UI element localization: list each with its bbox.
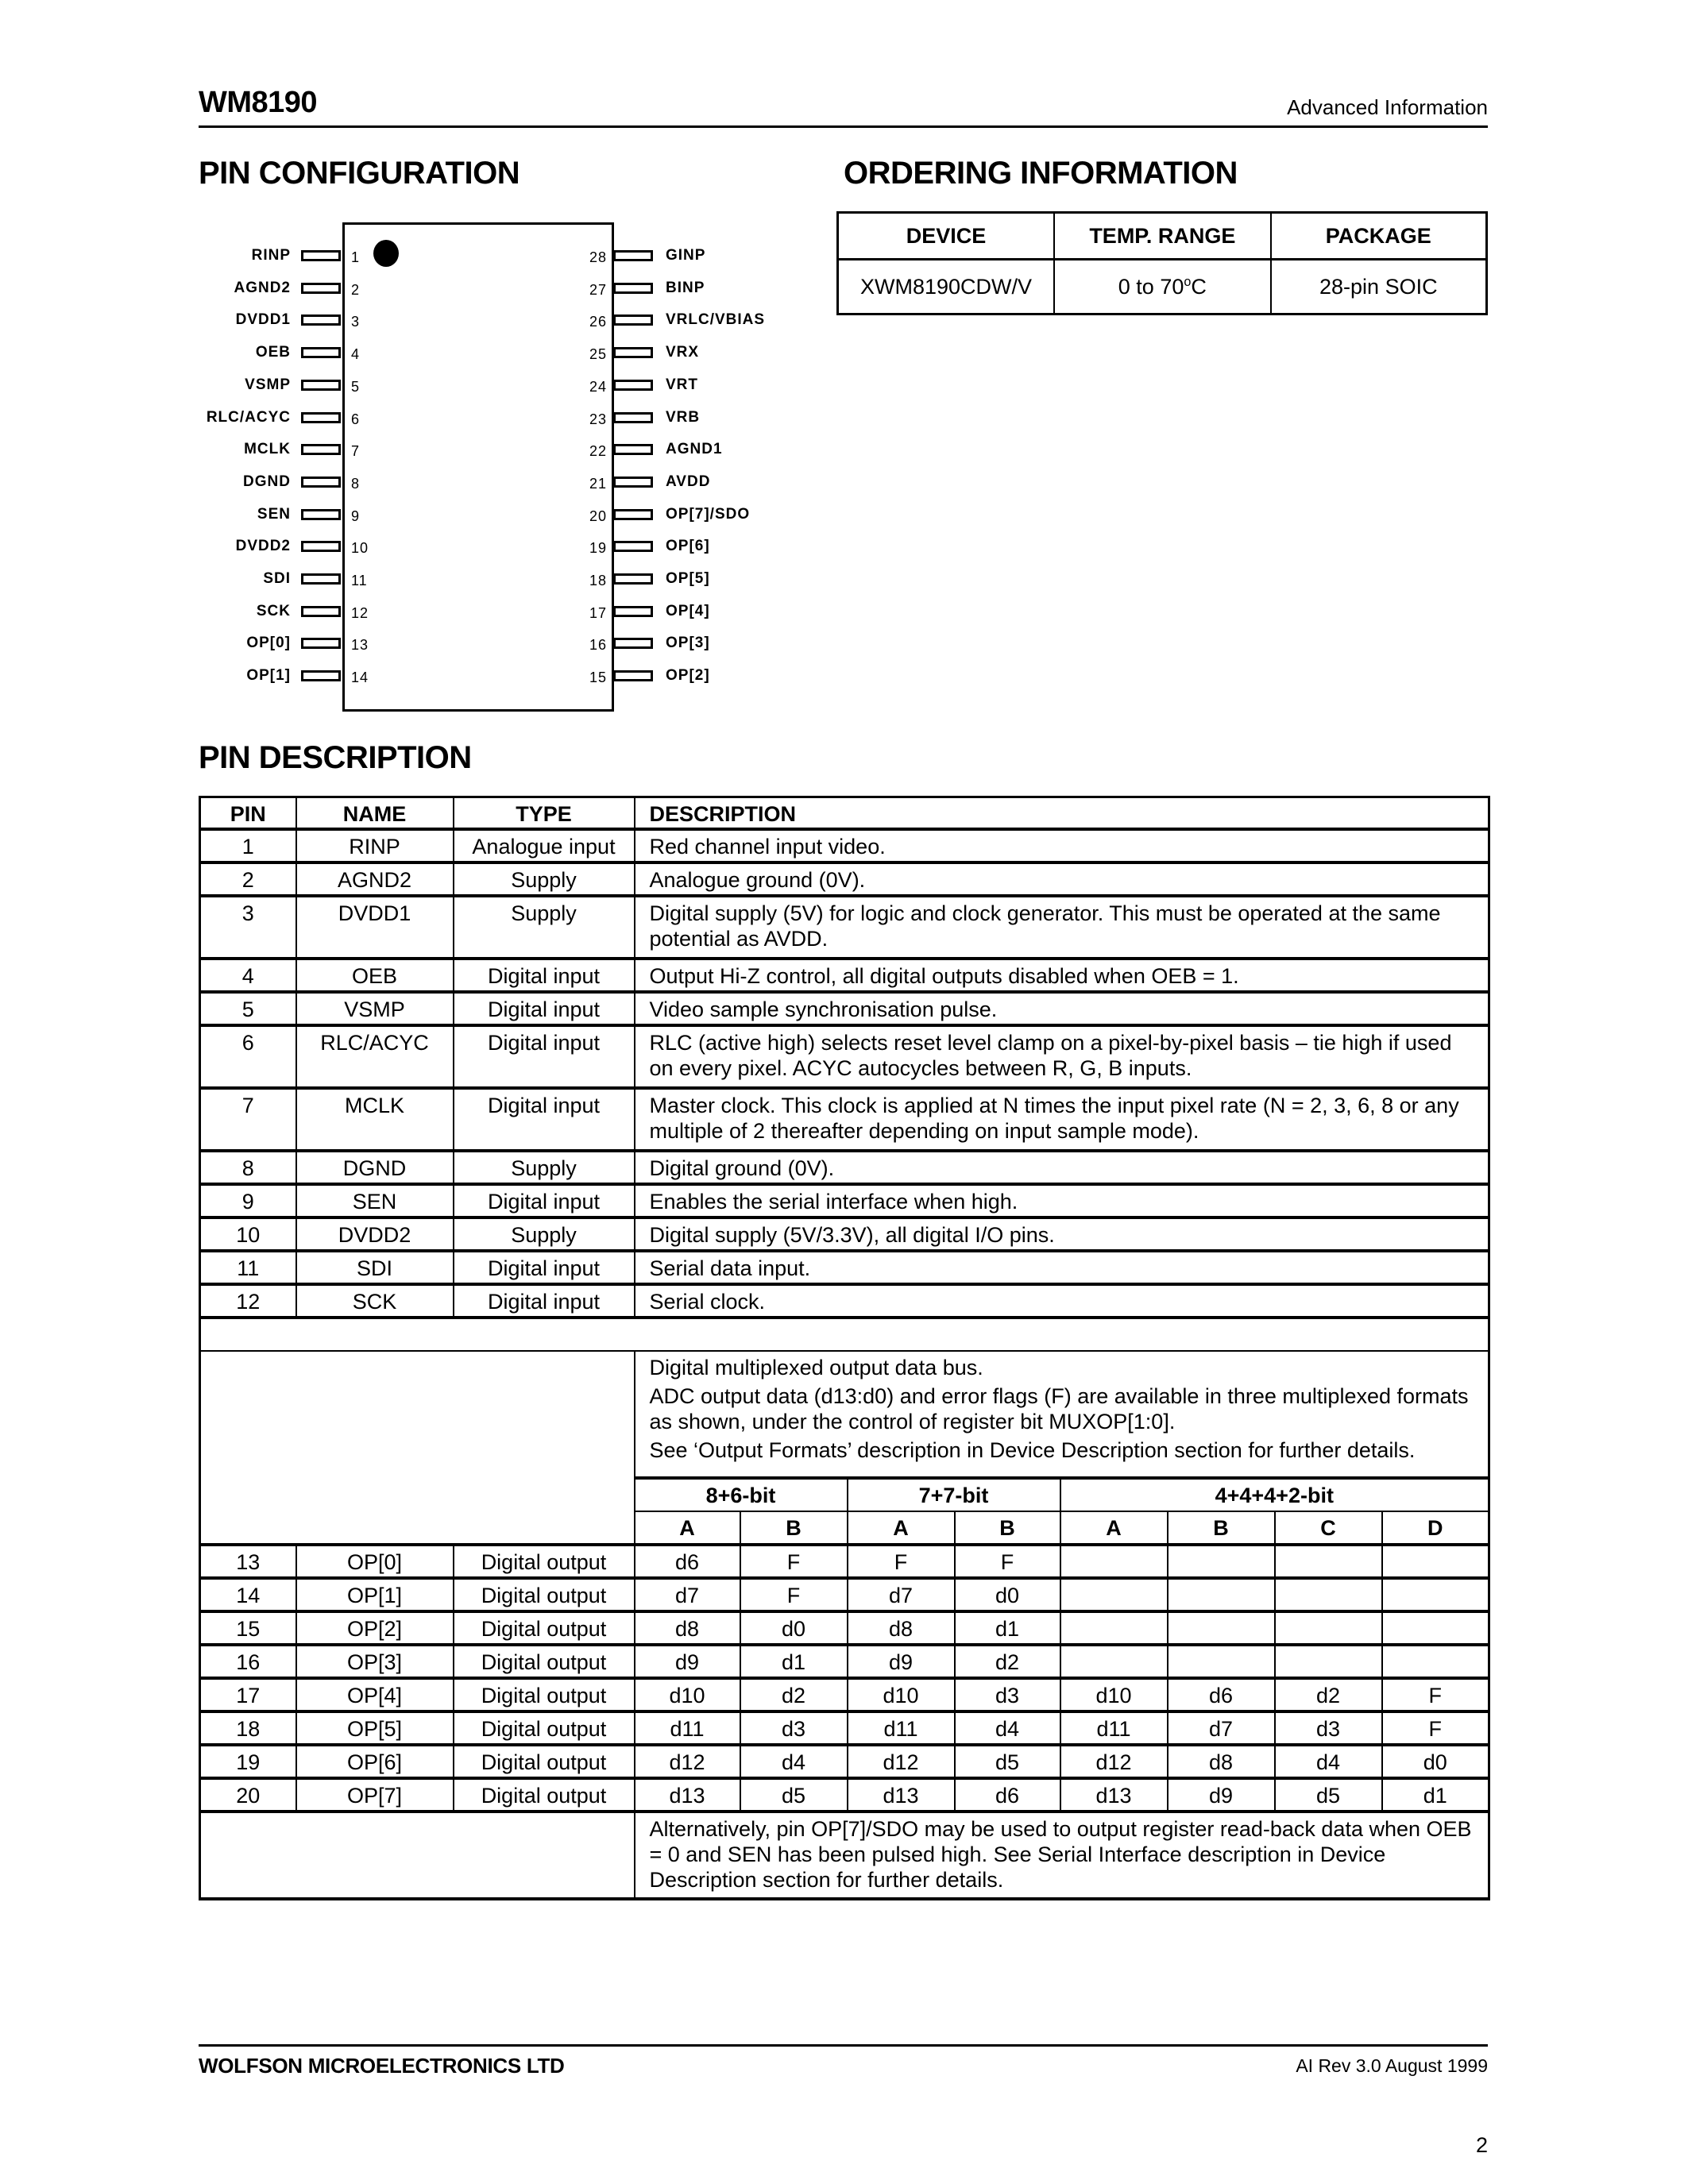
pin-label-left: DVDD1 — [235, 311, 291, 329]
pin-number: 3 — [200, 896, 296, 959]
pin-number: 16 — [200, 1645, 296, 1678]
pin-lead-left — [301, 412, 341, 423]
pin-lead-left — [301, 573, 341, 585]
pin-lead-right — [613, 573, 653, 585]
pin-lead-right — [613, 412, 653, 423]
pin-number: 20 — [200, 1778, 296, 1812]
pin-lead-right — [613, 670, 653, 681]
mux-bit-cell: d2 — [740, 1678, 848, 1711]
pin-description: Analogue ground (0V). — [635, 862, 1489, 896]
pin-number-left: 3 — [351, 314, 361, 330]
pin-type: Digital input — [454, 992, 635, 1025]
ordering-header-temp-range: TEMP. RANGE — [1054, 213, 1271, 260]
mux-description-row — [200, 1351, 1489, 1478]
pin-name: OP[3] — [296, 1645, 454, 1678]
mux-bit-cell: F — [740, 1545, 848, 1578]
mux-description-line: ADC output data (d13:d0) and error flags (F) are available in three multiplexed formats as shown, under the control of register bit MUXOP[1:0]. — [649, 1383, 1469, 1433]
header-rule — [199, 125, 1488, 128]
pin-table-row — [200, 1088, 1489, 1151]
pin-label-right: VRX — [666, 344, 700, 361]
mux-bit-cell: d5 — [955, 1745, 1060, 1778]
pin-label-right: AVDD — [666, 473, 711, 490]
pin-type: Digital input — [454, 1284, 635, 1318]
pin-number: 8 — [200, 1151, 296, 1184]
pin-number: 18 — [200, 1711, 296, 1745]
pin-name: OP[2] — [296, 1611, 454, 1645]
pin-type: Supply — [454, 862, 635, 896]
mux-bit-cell: d0 — [740, 1611, 848, 1645]
mux-bit-cell: d10 — [635, 1678, 740, 1711]
pin-number-right: 17 — [589, 604, 607, 621]
header-pin: PIN — [200, 797, 296, 829]
pin-lead-left — [301, 283, 341, 294]
mux-bit-cell: d0 — [955, 1578, 1060, 1611]
pin-lead-left — [301, 541, 341, 552]
pin-label-right: OP[2] — [666, 667, 710, 685]
pin-number-left: 4 — [351, 346, 361, 363]
mux-subheader: D — [1382, 1511, 1489, 1545]
pin-number: 17 — [200, 1678, 296, 1711]
mux-bit-cell: F — [740, 1578, 848, 1611]
pin-lead-right — [613, 638, 653, 649]
pin-number-left: 9 — [351, 507, 361, 524]
revision-info: AI Rev 3.0 August 1999 — [1296, 2055, 1488, 2076]
pin-type: Supply — [454, 896, 635, 959]
mux-bit-cell: d10 — [1060, 1678, 1168, 1711]
pin-label-left: MCLK — [244, 441, 291, 458]
mux-bit-cell — [1168, 1645, 1275, 1678]
mux-bit-cell: d1 — [740, 1645, 848, 1678]
part-number: WM8190 — [199, 86, 318, 119]
pin-label-right: OP[3] — [666, 635, 710, 652]
header-name: NAME — [296, 797, 454, 829]
pin-description: RLC (active high) selects reset level clamp on a pixel-by-pixel basis – tie high if used on every pixel. ACYC autocycles between R, G, B inputs. — [635, 1025, 1489, 1088]
mux-subheader: B — [740, 1511, 848, 1545]
pin-label-right: VRLC/VBIAS — [666, 311, 766, 329]
mux-subheader: B — [1168, 1511, 1275, 1545]
pin-number-right: 27 — [589, 281, 607, 298]
header-description: DESCRIPTION — [635, 797, 1489, 829]
pin-label-left: SCK — [256, 602, 291, 619]
pin-label-left: DGND — [243, 473, 291, 490]
pin-lead-right — [613, 314, 653, 326]
pin-label-right: VRT — [666, 376, 698, 393]
mux-bit-cell: d6 — [635, 1545, 740, 1578]
pin-type: Digital output — [454, 1778, 635, 1812]
pin-name: OP[4] — [296, 1678, 454, 1711]
mux-blank-cell — [200, 1351, 635, 1545]
pin-number: 7 — [200, 1088, 296, 1151]
mux-subheader: A — [1060, 1511, 1168, 1545]
mux-bit-cell: d9 — [848, 1645, 955, 1678]
mux-bit-cell: F — [848, 1545, 955, 1578]
pin-number-right: 15 — [589, 669, 607, 686]
pin-name: OP[6] — [296, 1745, 454, 1778]
mux-bit-cell: d10 — [848, 1678, 955, 1711]
pin-number-right: 19 — [589, 540, 607, 557]
pin-name: MCLK — [296, 1088, 454, 1151]
pin-name: AGND2 — [296, 862, 454, 896]
pin-type: Supply — [454, 1217, 635, 1251]
pin-table-row — [200, 896, 1489, 959]
pin-table-spacer-row — [200, 1318, 1489, 1351]
pin-number-left: 14 — [351, 669, 369, 686]
pin-lead-left — [301, 444, 341, 455]
pin-table-row — [200, 1578, 1489, 1611]
pin-number-right: 21 — [589, 475, 607, 492]
pin-lead-right — [613, 606, 653, 617]
mux-description-line: Digital multiplexed output data bus. — [649, 1355, 983, 1379]
mux-bit-cell: d4 — [1275, 1745, 1382, 1778]
mux-bit-cell: d13 — [1060, 1778, 1168, 1812]
pin-table-row — [200, 1284, 1489, 1318]
pin-number: 5 — [200, 992, 296, 1025]
pin-type: Digital input — [454, 959, 635, 992]
pin-number: 14 — [200, 1578, 296, 1611]
mux-bit-cell: F — [955, 1545, 1060, 1578]
mux-bit-cell: d11 — [848, 1711, 955, 1745]
mux-bit-cell: d12 — [848, 1745, 955, 1778]
mux-bit-cell: F — [1382, 1711, 1489, 1745]
mux-bit-cell — [1060, 1578, 1168, 1611]
mux-bit-cell: d4 — [955, 1711, 1060, 1745]
pin-name: OP[5] — [296, 1711, 454, 1745]
ordering-temp-range — [1054, 260, 1271, 314]
mux-format-group: 7+7-bit — [848, 1478, 1060, 1511]
pin-name: DGND — [296, 1151, 454, 1184]
pin-lead-left — [301, 250, 341, 261]
pin-number: 11 — [200, 1251, 296, 1284]
mux-bit-cell — [1275, 1611, 1382, 1645]
pin-lead-right — [613, 541, 653, 552]
pin-number-left: 1 — [351, 249, 361, 265]
mux-bit-cell — [1060, 1545, 1168, 1578]
mux-bit-cell: d13 — [635, 1778, 740, 1812]
temp-unit: C — [1191, 274, 1207, 299]
pin-table-row — [200, 1184, 1489, 1217]
pin-number-left: 7 — [351, 443, 361, 460]
ordering-header-row — [838, 213, 1487, 260]
mux-bit-cell — [1168, 1611, 1275, 1645]
pin-description: Digital ground (0V). — [635, 1151, 1489, 1184]
pin-number: 4 — [200, 959, 296, 992]
mux-bit-cell: d11 — [635, 1711, 740, 1745]
mux-bit-cell: d7 — [635, 1578, 740, 1611]
pin-number-left: 11 — [351, 573, 368, 588]
pin-label-left: OP[0] — [246, 635, 291, 652]
pin-label-right: OP[6] — [666, 538, 710, 555]
pin-configuration-title: PIN CONFIGURATION — [199, 156, 520, 191]
pin-table-row — [200, 862, 1489, 896]
pin-type: Digital output — [454, 1578, 635, 1611]
pin-name: DVDD1 — [296, 896, 454, 959]
pin-number-left: 8 — [351, 475, 361, 492]
pin-label-right: OP[4] — [666, 602, 710, 619]
document-status: Advanced Information — [1287, 95, 1488, 119]
mux-format-group: 4+4+4+2-bit — [1060, 1478, 1489, 1511]
pin-description-title: PIN DESCRIPTION — [199, 740, 472, 775]
pin-number-left: 5 — [351, 378, 361, 395]
company-name: WOLFSON MICROELECTRONICS LTD — [199, 2054, 565, 2078]
pin-table-row — [200, 1711, 1489, 1745]
mux-bit-cell: d8 — [848, 1611, 955, 1645]
mux-bit-cell: d0 — [1382, 1745, 1489, 1778]
pin-table-header-row — [200, 797, 1489, 829]
pin-table-row — [200, 1611, 1489, 1645]
ordering-header-package: PACKAGE — [1271, 213, 1487, 260]
pin-number: 19 — [200, 1745, 296, 1778]
pin-number: 2 — [200, 862, 296, 896]
pin-label-right: OP[5] — [666, 570, 710, 587]
pin-table-row — [200, 1745, 1489, 1778]
degree-symbol: o — [1184, 274, 1192, 289]
pin-type: Digital input — [454, 1025, 635, 1088]
page-number: 2 — [1475, 2133, 1488, 2157]
pin-label-right: BINP — [666, 279, 705, 296]
mux-subheader: A — [848, 1511, 955, 1545]
pin-type: Analogue input — [454, 829, 635, 862]
mux-bit-cell — [1275, 1645, 1382, 1678]
mux-bit-cell: d7 — [848, 1578, 955, 1611]
pin-lead-right — [613, 347, 653, 358]
mux-bit-cell: d8 — [635, 1611, 740, 1645]
pin-table-row — [200, 1025, 1489, 1088]
pin-table-row — [200, 1217, 1489, 1251]
pin-name: OEB — [296, 959, 454, 992]
mux-bit-cell: d13 — [848, 1778, 955, 1812]
pin-number: 10 — [200, 1217, 296, 1251]
pin-label-left: SDI — [263, 570, 291, 587]
pin-number-right: 26 — [589, 314, 607, 330]
pin-table-note-row — [200, 1812, 1489, 1899]
mux-bit-cell — [1060, 1645, 1168, 1678]
pin-name: OP[7] — [296, 1778, 454, 1812]
pin-number-right: 18 — [589, 573, 607, 588]
temp-range-value: 0 to 70 — [1118, 274, 1184, 299]
pin-type: Digital input — [454, 1088, 635, 1151]
pin-label-left: RINP — [251, 247, 291, 264]
pin-table-row — [200, 1778, 1489, 1812]
pin-number-right: 24 — [589, 378, 607, 395]
ordering-package: 28-pin SOIC — [1271, 260, 1487, 314]
mux-bit-cell — [1382, 1578, 1489, 1611]
pin-description: Output Hi-Z control, all digital outputs disabled when OEB = 1. — [635, 959, 1489, 992]
mux-bit-cell: d5 — [1275, 1778, 1382, 1812]
pin-label-right: GINP — [666, 247, 706, 264]
pin-description-table — [199, 796, 1490, 1900]
pin-label-left: OP[1] — [246, 667, 291, 685]
op7-sdo-note: Alternatively, pin OP[7]/SDO may be used to output register read-back data when OEB = 0 and SEN has been pulsed high. See Serial Interface description in Device Description section for further details. — [635, 1812, 1489, 1899]
pin-description: Video sample synchronisation pulse. — [635, 992, 1489, 1025]
pin-description: Enables the serial interface when high. — [635, 1184, 1489, 1217]
pin-type: Digital output — [454, 1645, 635, 1678]
pin-name: RINP — [296, 829, 454, 862]
mux-subheader: B — [955, 1511, 1060, 1545]
mux-subheader: A — [635, 1511, 740, 1545]
pin-lead-right — [613, 283, 653, 294]
pin-table-row — [200, 1151, 1489, 1184]
pin-number-right: 22 — [589, 443, 607, 460]
pin-number-left: 13 — [351, 637, 369, 654]
pin-lead-left — [301, 670, 341, 681]
spacer-cell — [200, 1318, 1489, 1351]
mux-bit-cell: d4 — [740, 1745, 848, 1778]
pin-type: Digital output — [454, 1745, 635, 1778]
pin-lead-right — [613, 509, 653, 520]
pin-label-right: OP[7]/SDO — [666, 505, 751, 523]
pin-type: Digital output — [454, 1545, 635, 1578]
pin-table-row — [200, 1645, 1489, 1678]
mux-bit-cell — [1060, 1611, 1168, 1645]
pin-number: 15 — [200, 1611, 296, 1645]
ordering-header-device: DEVICE — [838, 213, 1055, 260]
mux-bit-cell: d8 — [1168, 1745, 1275, 1778]
mux-bit-cell — [1168, 1545, 1275, 1578]
pin-name: RLC/ACYC — [296, 1025, 454, 1088]
mux-bit-cell: d9 — [635, 1645, 740, 1678]
pin-number: 1 — [200, 829, 296, 862]
note-blank-cell — [200, 1812, 635, 1899]
mux-bit-cell — [1168, 1578, 1275, 1611]
pin-lead-left — [301, 380, 341, 391]
pin-number-left: 6 — [351, 411, 361, 427]
mux-bit-cell: d2 — [1275, 1678, 1382, 1711]
pin-name: SEN — [296, 1184, 454, 1217]
pin-lead-left — [301, 606, 341, 617]
ordering-information-title: ORDERING INFORMATION — [844, 156, 1238, 191]
footer-rule — [199, 2044, 1488, 2047]
mux-bit-cell: d7 — [1168, 1711, 1275, 1745]
pin-name: SDI — [296, 1251, 454, 1284]
mux-bit-cell: d3 — [955, 1678, 1060, 1711]
pin-lead-right — [613, 477, 653, 488]
pin-lead-left — [301, 509, 341, 520]
pin-table-row — [200, 1251, 1489, 1284]
pin-description: Digital supply (5V) for logic and clock generator. This must be operated at the same potential as AVDD. — [635, 896, 1489, 959]
pin-name: OP[1] — [296, 1578, 454, 1611]
pin-table-row — [200, 992, 1489, 1025]
pin-table-row — [200, 1545, 1489, 1578]
mux-bit-cell: d5 — [740, 1778, 848, 1812]
mux-description — [635, 1351, 1489, 1478]
pin-name: SCK — [296, 1284, 454, 1318]
pin-number-left: 12 — [351, 604, 369, 621]
pin-type: Digital input — [454, 1251, 635, 1284]
pin-table-row — [200, 1678, 1489, 1711]
pin-label-right: VRB — [666, 408, 701, 426]
pin-lead-left — [301, 314, 341, 326]
ordering-table — [836, 211, 1488, 315]
pin-name: OP[0] — [296, 1545, 454, 1578]
pin-number: 6 — [200, 1025, 296, 1088]
pin-table-row — [200, 959, 1489, 992]
pin-number: 9 — [200, 1184, 296, 1217]
ordering-row — [838, 260, 1487, 314]
header-type: TYPE — [454, 797, 635, 829]
pin-number-right: 20 — [589, 507, 607, 524]
pin-lead-left — [301, 638, 341, 649]
pin-number: 12 — [200, 1284, 296, 1318]
pin-lead-right — [613, 250, 653, 261]
pin-number-left: 2 — [351, 281, 361, 298]
pin-type: Digital output — [454, 1611, 635, 1645]
mux-bit-cell: d12 — [635, 1745, 740, 1778]
pin-number-right: 23 — [589, 411, 607, 427]
mux-bit-cell: d12 — [1060, 1745, 1168, 1778]
pin-number-right: 25 — [589, 346, 607, 363]
pin-type: Supply — [454, 1151, 635, 1184]
pin-description: Master clock. This clock is applied at N times the input pixel rate (N = 2, 3, 6, 8 or any multiple of 2 thereafter depending on input sample mode). — [635, 1088, 1489, 1151]
mux-description-line: See ‘Output Formats’ description in Device Description section for further details. — [649, 1437, 1416, 1462]
pin-number-right: 28 — [589, 249, 607, 265]
mux-bit-cell: F — [1382, 1678, 1489, 1711]
ordering-device: XWM8190CDW/V — [838, 260, 1055, 314]
pin-type: Digital input — [454, 1184, 635, 1217]
pin-number: 13 — [200, 1545, 296, 1578]
pin-label-left: OEB — [255, 344, 291, 361]
pin1-indicator-dot — [373, 240, 399, 267]
mux-bit-cell — [1382, 1645, 1489, 1678]
pin-name: DVDD2 — [296, 1217, 454, 1251]
mux-bit-cell: d2 — [955, 1645, 1060, 1678]
pin-type: Digital output — [454, 1711, 635, 1745]
pin-lead-left — [301, 347, 341, 358]
pin-description: Red channel input video. — [635, 829, 1489, 862]
mux-bit-cell: d11 — [1060, 1711, 1168, 1745]
pin-label-left: AGND2 — [234, 279, 291, 296]
pin-label-right: AGND1 — [666, 441, 723, 458]
mux-bit-cell: d3 — [740, 1711, 848, 1745]
pin-number-left: 10 — [351, 540, 369, 557]
mux-bit-cell: d6 — [1168, 1678, 1275, 1711]
mux-bit-cell — [1275, 1545, 1382, 1578]
pin-label-left: DVDD2 — [235, 538, 291, 555]
mux-bit-cell — [1275, 1578, 1382, 1611]
mux-bit-cell — [1382, 1545, 1489, 1578]
mux-format-group: 8+6-bit — [635, 1478, 848, 1511]
pin-label-left: SEN — [257, 505, 291, 523]
pin-description: Serial clock. — [635, 1284, 1489, 1318]
pin-lead-right — [613, 444, 653, 455]
pin-label-left: VSMP — [245, 376, 291, 393]
pin-description: Digital supply (5V/3.3V), all digital I/O pins. — [635, 1217, 1489, 1251]
pin-table-body — [200, 797, 1489, 1899]
mux-bit-cell — [1382, 1611, 1489, 1645]
pin-table-row — [200, 829, 1489, 862]
mux-bit-cell: d9 — [1168, 1778, 1275, 1812]
pin-type: Digital output — [454, 1678, 635, 1711]
mux-bit-cell: d1 — [1382, 1778, 1489, 1812]
mux-bit-cell: d1 — [955, 1611, 1060, 1645]
mux-bit-cell: d6 — [955, 1778, 1060, 1812]
pin-label-left: RLC/ACYC — [206, 408, 291, 426]
mux-subheader: C — [1275, 1511, 1382, 1545]
pin-number-right: 16 — [589, 637, 607, 654]
chip-package-outline — [342, 222, 614, 712]
pin-name: VSMP — [296, 992, 454, 1025]
pin-lead-right — [613, 380, 653, 391]
mux-bit-cell: d3 — [1275, 1711, 1382, 1745]
pin-description: Serial data input. — [635, 1251, 1489, 1284]
pin-lead-left — [301, 477, 341, 488]
